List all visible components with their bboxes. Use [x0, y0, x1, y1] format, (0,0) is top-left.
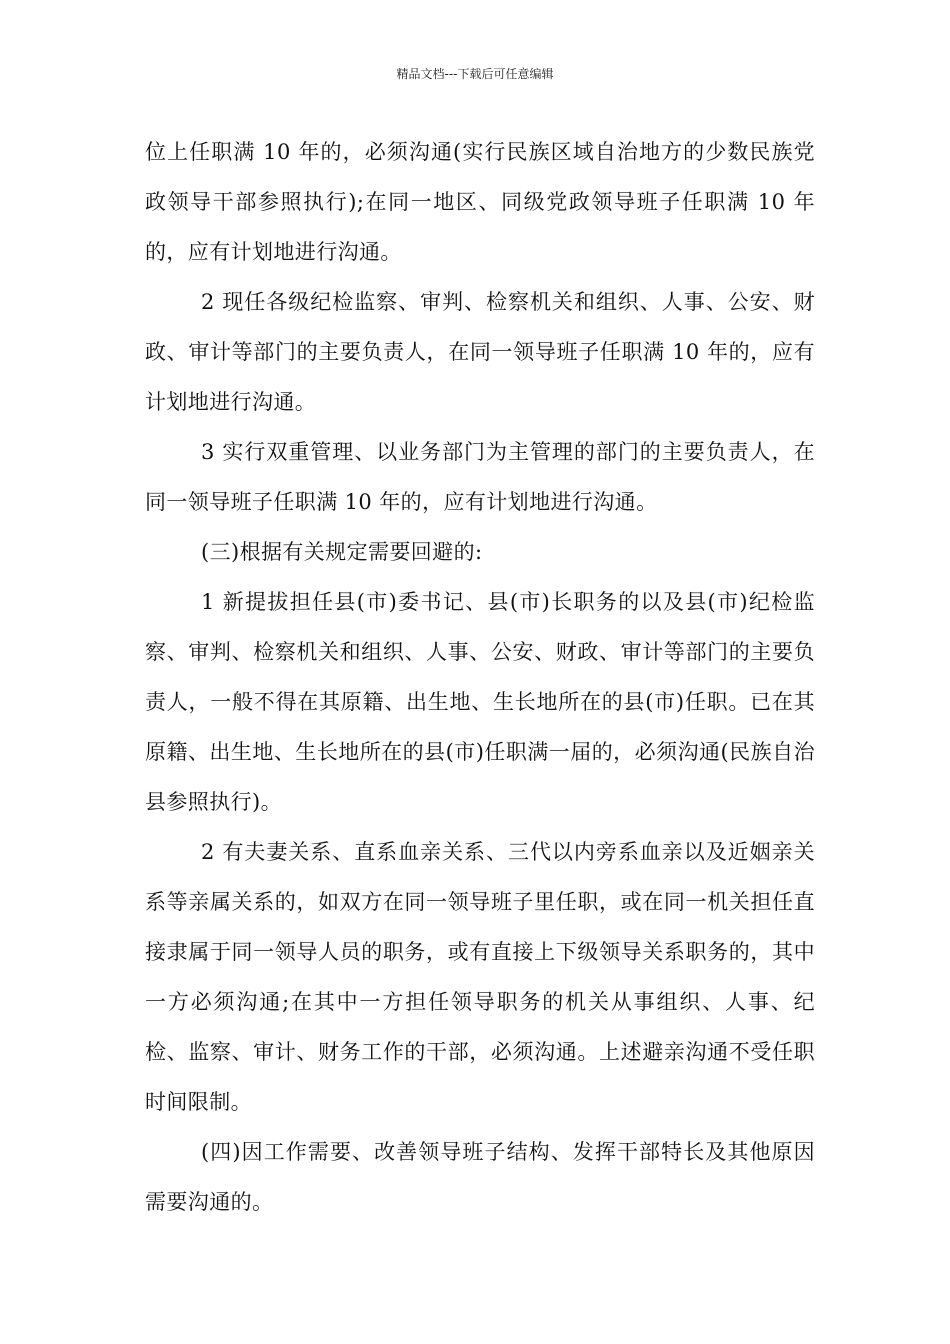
section-heading-4: (四)因工作需要、改善领导班子结构、发挥干部特长及其他原因需要沟通的。 [145, 1140, 815, 1214]
paragraph-continuation: 位上任职满 10 年的，必须沟通(实行民族区域自治地方的少数民族党政领导干部参照执行);在同一地区、同级党政领导班子任职满 10 年的，应有计划地进行沟通。 [145, 140, 815, 264]
document-body [145, 127, 815, 1227]
paragraph-section3-item-2: 2 有夫妻关系、直系血亲关系、三代以内旁系血亲以及近姻亲关系等亲属关系的，如双方在同一领导班子里任职，或在同一机关担任直接隶属于同一领导人员的职务，或有直接上下级领导关系职务的，其中一方必须沟通;在其中一方担任领导职务的机关从事组织、人事、纪检、监察、审计、财务工作的干部，必须沟通。上述避亲沟通不受任职时间限制。 [145, 840, 815, 1114]
section-heading-3: (三)根据有关规定需要回避的: [201, 540, 483, 564]
paragraph-item-2: 2 现任各级纪检监察、审判、检察机关和组织、人事、公安、财政、审计等部门的主要负责人，在同一领导班子任职满 10 年的，应有计划地进行沟通。 [145, 290, 815, 414]
paragraph-item-3: 3 实行双重管理、以业务部门为主管理的部门的主要负责人，在同一领导班子任职满 10 年的，应有计划地进行沟通。 [145, 440, 815, 514]
page-header: 精品文档---下载后可任意编辑 [396, 67, 554, 81]
paragraph-section3-item-1: 1 新提拔担任县(市)委书记、县(市)长职务的以及县(市)纪检监察、审判、检察机关和组织、人事、公安、财政、审计等部门的主要负责人，一般不得在其原籍、出生地、生长地所在的县(市)任职。已在其原籍、出生地、生长地所在的县(市)任职满一届的，必须沟通(民族自治县参照执行)。 [145, 590, 815, 814]
